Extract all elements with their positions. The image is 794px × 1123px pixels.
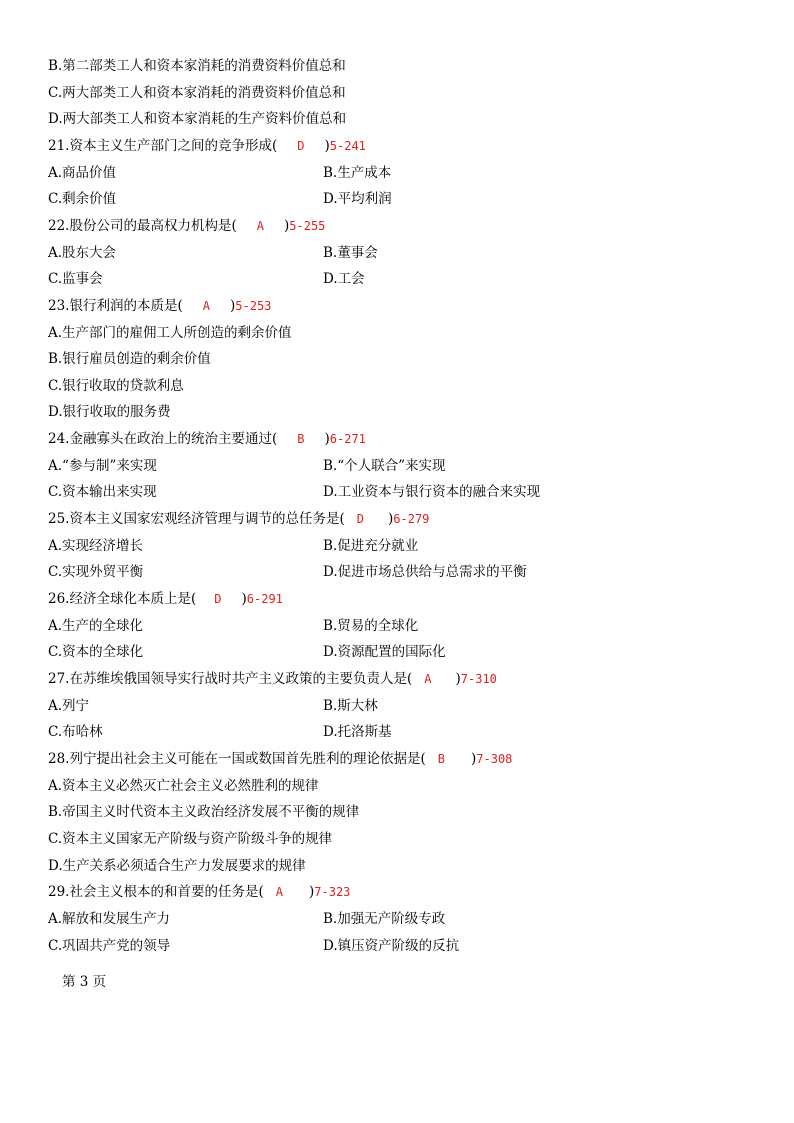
question-22-option-d: D.工会	[323, 271, 365, 287]
question-22-ref: 5-255	[289, 219, 326, 233]
question-23-answer: A	[202, 299, 210, 313]
question-22-stem: 22.股份公司的最高权力机构是(	[48, 218, 237, 234]
question-26-option-c: C.资本的全球化	[48, 644, 144, 660]
question-23-option-c: C.银行收取的贷款利息	[48, 378, 184, 394]
question-28-stem: 28.列宁提出社会主义可能在一国或数国首先胜利的理论依据是(	[48, 751, 426, 767]
question-24-option-a: A.“参与制”来实现	[48, 458, 157, 474]
question-29-answer: A	[275, 885, 283, 899]
question-29: 29.社会主义根本的和首要的任务是( A )7-323	[48, 884, 351, 900]
question-21: 21.资本主义生产部门之间的竞争形成( D )5-241	[48, 138, 366, 154]
question-23-ref: 5-253	[235, 299, 272, 313]
question-23: 23.银行利润的本质是( A )5-253	[48, 298, 272, 314]
question-25-ref: 6-279	[393, 512, 430, 526]
question-29-option-a: A.解放和发展生产力	[48, 911, 171, 927]
question-29-option-b: B.加强无产阶级专政	[323, 911, 446, 927]
question-25-answer: D	[356, 512, 364, 526]
option-d-prev: D.两大部类工人和资本家消耗的生产资料价值总和	[48, 111, 347, 127]
question-21-answer: D	[297, 139, 305, 153]
question-23-stem: 23.银行利润的本质是(	[48, 298, 183, 314]
question-28-answer: B	[437, 752, 445, 766]
question-27: 27.在苏维埃俄国领导实行战时共产主义政策的主要负责人是( A )7-310	[48, 671, 497, 687]
question-25-option-d: D.促进市场总供给与总需求的平衡	[323, 564, 527, 580]
question-26-option-b: B.贸易的全球化	[323, 618, 419, 634]
question-29-ref: 7-323	[314, 885, 351, 899]
question-29-stem: 29.社会主义根本的和首要的任务是(	[48, 884, 264, 900]
question-25-option-c: C.实现外贸平衡	[48, 564, 144, 580]
question-21-option-d: D.平均利润	[323, 191, 392, 207]
question-27-option-a: A.列宁	[48, 698, 90, 714]
question-24-ref: 6-271	[329, 432, 366, 446]
question-21-option-b: B.生产成本	[323, 165, 392, 181]
question-23-option-b: B.银行雇员创造的剩余价值	[48, 351, 211, 367]
question-25-option-a: A.实现经济增长	[48, 538, 144, 554]
question-24-option-d: D.工业资本与银行资本的融合来实现	[323, 484, 541, 500]
question-21-option-c: C.剩余价值	[48, 191, 117, 207]
question-24-option-c: C.资本输出来实现	[48, 484, 157, 500]
question-27-answer: A	[424, 672, 432, 686]
question-22: 22.股份公司的最高权力机构是( A )5-255	[48, 218, 326, 234]
question-28: 28.列宁提出社会主义可能在一国或数国首先胜利的理论依据是( B )7-308	[48, 751, 513, 767]
question-23-option-d: D.银行收取的服务费	[48, 404, 171, 420]
question-27-option-b: B.斯大林	[323, 698, 378, 714]
question-25-option-b: B.促进充分就业	[323, 538, 419, 554]
question-28-option-a: A.资本主义必然灭亡社会主义必然胜利的规律	[48, 778, 319, 794]
question-26-option-a: A.生产的全球化	[48, 618, 144, 634]
question-22-option-b: B.董事会	[323, 245, 378, 261]
question-29-option-d: D.镇压资产阶级的反抗	[323, 938, 460, 954]
question-21-stem: 21.资本主义生产部门之间的竞争形成(	[48, 138, 278, 154]
question-26-option-d: D.资源配置的国际化	[323, 644, 446, 660]
question-21-option-a: A.商品价值	[48, 165, 117, 181]
question-27-option-c: C.布哈林	[48, 724, 103, 740]
question-21-ref: 5-241	[329, 139, 366, 153]
question-26-answer: D	[214, 592, 222, 606]
question-28-option-d: D.生产关系必须适合生产力发展要求的规律	[48, 858, 306, 874]
question-27-option-d: D.托洛斯基	[323, 724, 392, 740]
question-27-ref: 7-310	[460, 672, 497, 686]
question-26: 26.经济全球化本质上是( D )6-291	[48, 591, 283, 607]
option-c-prev: C.两大部类工人和资本家消耗的消费资料价值总和	[48, 85, 346, 101]
question-22-answer: A	[256, 219, 264, 233]
question-22-option-c: C.监事会	[48, 271, 103, 287]
question-24-stem: 24.金融寡头在政治上的统治主要通过(	[48, 431, 278, 447]
question-22-option-a: A.股东大会	[48, 245, 117, 261]
question-26-ref: 6-291	[246, 592, 283, 606]
question-27-stem: 27.在苏维埃俄国领导实行战时共产主义政策的主要负责人是(	[48, 671, 413, 687]
question-25-stem: 25.资本主义国家宏观经济管理与调节的总任务是(	[48, 511, 345, 527]
question-24: 24.金融寡头在政治上的统治主要通过( B )6-271	[48, 431, 366, 447]
question-26-stem: 26.经济全球化本质上是(	[48, 591, 197, 607]
option-b-prev: B.第二部类工人和资本家消耗的消费资料价值总和	[48, 58, 346, 74]
page-number: 第 3 页	[62, 974, 107, 990]
question-24-option-b: B.“个人联合”来实现	[323, 458, 446, 474]
question-29-option-c: C.巩固共产党的领导	[48, 938, 171, 954]
question-28-option-c: C.资本主义国家无产阶级与资产阶级斗争的规律	[48, 831, 333, 847]
question-23-option-a: A.生产部门的雇佣工人所创造的剩余价值	[48, 325, 292, 341]
question-28-option-b: B.帝国主义时代资本主义政治经济发展不平衡的规律	[48, 804, 360, 820]
question-25: 25.资本主义国家宏观经济管理与调节的总任务是( D )6-279	[48, 511, 430, 527]
question-28-ref: 7-308	[476, 752, 513, 766]
question-24-answer: B	[297, 432, 305, 446]
